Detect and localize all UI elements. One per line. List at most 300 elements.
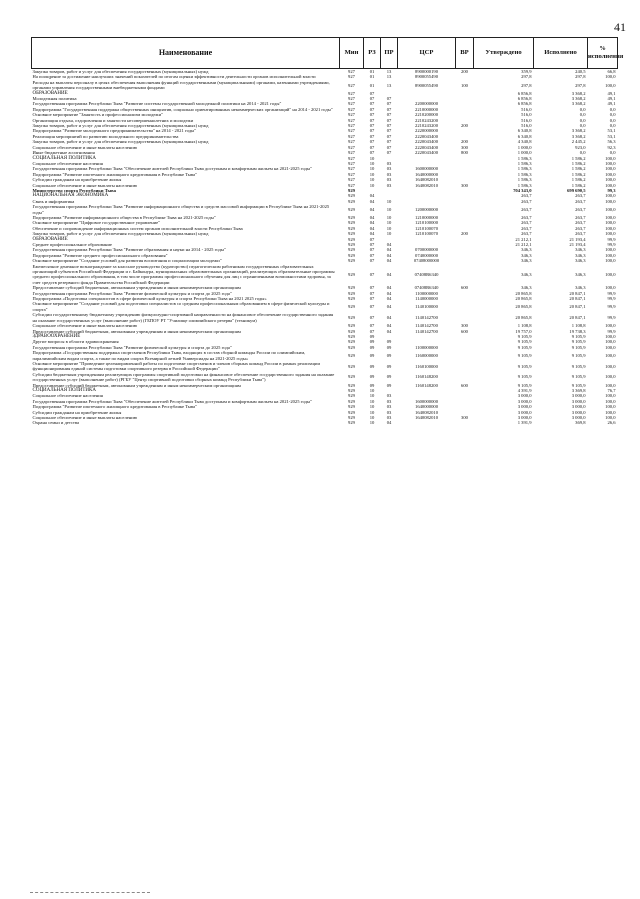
- cell-min: 927: [348, 117, 355, 123]
- cell-percent: 100,0: [605, 155, 616, 161]
- cell-csr: 1160000000: [415, 352, 438, 358]
- cell-rz: 07: [369, 285, 375, 291]
- cell-rz: 07: [369, 314, 375, 320]
- cell-executed: 297,8: [575, 82, 586, 88]
- cell-csr: 1210000000: [415, 214, 438, 220]
- cell-min: 929: [348, 415, 355, 420]
- cell-pr: 04: [386, 258, 392, 264]
- cell-percent: 53,1: [607, 128, 616, 134]
- cell-name: Социальное обеспечение и иные выплаты населению: [32, 323, 138, 329]
- cell-min: 929: [348, 252, 355, 258]
- cell-executed: 346,3: [575, 258, 586, 264]
- cell-csr: 2210200000: [415, 112, 438, 118]
- cell-executed: 240,5: [575, 69, 586, 74]
- cell-percent: 56,3: [607, 139, 616, 145]
- cell-rz: 04: [369, 206, 375, 212]
- cell-min: 927: [348, 150, 355, 156]
- cell-min: 929: [348, 387, 355, 393]
- cell-name: Подпрограмма "Развитие молодежного предпринимательства" на 2014 - 2021 годы": [32, 128, 197, 134]
- cell-min: 929: [348, 393, 355, 399]
- cell-name: ОБРАЗОВАНИЕ: [32, 236, 68, 242]
- table-row: [32, 264, 618, 286]
- cell-pr: 04: [386, 296, 392, 302]
- cell-rz: 01: [369, 82, 375, 88]
- cell-name: Подпрограмма "Развитие информационного общества в Республике Тыва на 2021-2025 годы": [32, 214, 216, 220]
- column-header-executed: Исполнено: [534, 38, 588, 69]
- cell-approved: 20 865,8: [515, 290, 532, 296]
- cell-executed: 9 105,9: [571, 339, 586, 345]
- cell-executed: 346,3: [575, 252, 586, 258]
- cell-approved: 1 586,3: [517, 171, 532, 177]
- cell-percent: 100,0: [605, 177, 616, 183]
- cell-name: Субсидии гражданам на приобретение жилья: [32, 177, 122, 183]
- cell-rz: 07: [369, 128, 375, 134]
- cell-percent: 100,0: [605, 258, 616, 264]
- cell-percent: 100,0: [605, 339, 616, 345]
- cell-approved: 1 000,0: [517, 144, 532, 150]
- cell-executed: 2 445,2: [571, 139, 586, 145]
- cell-percent: 100,0: [605, 214, 616, 220]
- cell-rz: 10: [369, 415, 375, 420]
- cell-csr: 1210100070: [415, 231, 438, 237]
- cell-pr: 07: [386, 144, 392, 150]
- cell-name: Закупка товаров, работ и услуг для обеспечения государственных (муниципальных) нужд: [32, 231, 209, 237]
- cell-approved: 263,7: [521, 206, 532, 212]
- cell-name: Закупка товаров, работ и услуг для обеспечения государственных (муниципальных) нужд: [32, 139, 209, 145]
- column-header-name: Наименование: [32, 38, 340, 69]
- cell-executed: 3 368,2: [571, 96, 586, 102]
- cell-vr: [456, 312, 474, 323]
- cell-min: 929: [348, 374, 355, 380]
- cell-executed: 9 105,9: [571, 374, 586, 380]
- column-header-percent: % исполнения: [588, 38, 618, 69]
- cell-csr: 1200000000: [415, 206, 438, 212]
- cell-csr: 2200000000: [415, 101, 438, 107]
- cell-executed: 263,7: [575, 193, 586, 199]
- cell-csr: 8900055490: [415, 82, 438, 88]
- cell-approved: 516,0: [521, 106, 532, 112]
- cell-rz: 10: [369, 182, 375, 188]
- cell-percent: 99,3: [607, 187, 616, 193]
- cell-vr: 200: [461, 231, 468, 237]
- cell-name: Расходы на выплаты персоналу в целях обеспечения выполнения функций государственными (муниципальными) органами, казенными учреждениями, органами управления государственными внебюджетными фондами: [32, 79, 330, 91]
- cell-min: 929: [348, 314, 355, 320]
- cell-percent: 100,0: [605, 252, 616, 258]
- cell-rz: 01: [369, 69, 375, 74]
- cell-executed: 0,0: [579, 123, 586, 129]
- cell-name: Обеспечение и сопровождение информационных систем органов исполнительной власти Республики Тыва: [32, 225, 243, 231]
- cell-name: Подпрограмма "Развитие среднего профессионального образования": [32, 252, 168, 258]
- cell-pr: 07: [386, 117, 392, 123]
- cell-percent: 100,0: [605, 404, 616, 410]
- cell-approved: 297,8: [521, 74, 532, 80]
- cell-percent: 0,0: [609, 150, 616, 156]
- cell-vr: 600: [461, 382, 468, 388]
- cell-min: 929: [348, 198, 355, 204]
- cell-executed: 1 586,2: [571, 182, 586, 188]
- cell-approved: 346,3: [521, 247, 532, 253]
- cell-pr: 10: [386, 231, 392, 237]
- cell-csr: 07408000000: [413, 258, 440, 264]
- cell-min: 929: [348, 271, 355, 277]
- cell-rz: 07: [369, 247, 375, 253]
- cell-min: 927: [348, 155, 355, 161]
- cell-pr: 04: [386, 285, 392, 291]
- cell-min: 927: [348, 101, 355, 107]
- cell-min: 929: [348, 304, 355, 310]
- cell-csr: 07408R6340: [414, 271, 439, 277]
- table-row: [32, 301, 618, 312]
- cell-name: Социальное обеспечение и иные выплаты населению: [32, 415, 138, 420]
- cell-name: Подпрограмма "Государственная поддержка общественных инициатив, социально ориентированных некоммерческих организаций" на 2014 - 2021 годы": [32, 106, 333, 112]
- cell-vr: [456, 264, 474, 286]
- cell-percent: 100,0: [605, 333, 616, 339]
- cell-rz: 10: [369, 393, 375, 399]
- cell-percent: 100,0: [605, 231, 616, 237]
- column-header-min: Мин: [340, 38, 364, 69]
- cell-executed: 3 000,0: [571, 404, 586, 410]
- cell-rz: 04: [369, 220, 375, 226]
- cell-approved: 6 340,8: [517, 128, 532, 134]
- table-row: [32, 204, 618, 215]
- cell-approved: 263,7: [521, 220, 532, 226]
- cell-pr: 13: [386, 82, 392, 88]
- cell-rz: 07: [369, 328, 375, 334]
- cell-rz: 10: [369, 404, 375, 410]
- cell-executed: 21 193,4: [569, 242, 586, 247]
- table-row: [32, 372, 618, 383]
- cell-percent: 100,0: [605, 285, 616, 291]
- cell-min: 927: [348, 74, 355, 80]
- cell-csr: 1600000000: [415, 398, 438, 404]
- cell-percent: 100,0: [605, 82, 616, 88]
- cell-name: НАЦИОНАЛЬНАЯ ЭКОНОМИКА: [32, 193, 109, 199]
- cell-pr: 03: [386, 409, 392, 415]
- cell-name: Государственная программа Республики Тыва "Развитие системы государственной молодежной политики на 2014 - 2021 годы": [32, 101, 282, 107]
- cell-approved: 20 865,8: [515, 314, 532, 320]
- cell-min: 929: [348, 409, 355, 415]
- cell-percent: 100,0: [605, 206, 616, 212]
- cell-pr: 09: [386, 382, 392, 388]
- cell-approved: 3 000,0: [517, 404, 532, 410]
- cell-approved: 704 343,0: [513, 187, 532, 193]
- cell-pr: 03: [386, 166, 392, 172]
- cell-name: СОЦИАЛЬНАЯ ПОЛИТИКА: [32, 155, 96, 161]
- cell-approved: 9 105,9: [517, 339, 532, 345]
- cell-executed: 20 847,1: [569, 304, 586, 310]
- cell-approved: 1 586,3: [517, 177, 532, 183]
- cell-executed: 263,7: [575, 225, 586, 231]
- cell-min: 927: [348, 171, 355, 177]
- cell-csr: 1210100070: [415, 225, 438, 231]
- cell-rz: 07: [369, 296, 375, 302]
- cell-executed: 1 586,2: [571, 160, 586, 166]
- cell-approved: 4 391,9: [517, 387, 532, 393]
- cell-approved: 1 586,3: [517, 182, 532, 188]
- cell-name: Подпрограмма «Подготовка специалистов в сфере физической культуры и спорта Республики Тыва на 2021 2025 годы»: [32, 296, 267, 302]
- cell-rz: 07: [369, 133, 375, 139]
- cell-min: 929: [348, 187, 355, 193]
- cell-approved: 1 586,3: [517, 155, 532, 161]
- cell-approved: 21 212,1: [515, 236, 532, 242]
- cell-percent: 100,0: [605, 182, 616, 188]
- cell-rz: 07: [369, 290, 375, 296]
- cell-approved: 1 000,0: [517, 150, 532, 156]
- cell-min: 927: [348, 182, 355, 188]
- cell-executed: 9 105,9: [571, 333, 586, 339]
- cell-min: 929: [348, 231, 355, 237]
- table-body: [32, 69, 618, 426]
- column-header-pr: ПР: [381, 38, 398, 69]
- cell-name: Ежемесячное денежное вознаграждение за классное руководство (кураторство) педагогическим работникам государственных образовательных организаций субъектов Российской Федерации и г. Байконура, муниципальных образовательных организаций, реализующих образовательные программы среднего профессионального образования, в том числе программы профессионального обучения для лиц с ограниченными возможностями здоровья, за счет средств резервного фонда Правительства Российской Федерации: [32, 263, 335, 285]
- cell-percent: 100,0: [605, 225, 616, 231]
- column-header-approved: Утверждено: [474, 38, 534, 69]
- cell-percent: 100,0: [605, 344, 616, 350]
- column-header-csr: ЦСР: [398, 38, 456, 69]
- cell-percent: 100,0: [605, 271, 616, 277]
- cell-rz: 07: [369, 106, 375, 112]
- cell-name: Связь и информатика: [32, 198, 75, 204]
- cell-approved: 346,3: [521, 252, 532, 258]
- cell-executed: 699 690,5: [567, 187, 586, 193]
- cell-executed: 369,8: [575, 420, 586, 426]
- cell-rz: 09: [369, 352, 375, 358]
- cell-percent: 100,0: [605, 160, 616, 166]
- cell-name: Основное мероприятие "Создание условий для развития воспитания и социализации молодежи": [32, 258, 222, 264]
- cell-name: Закупка товаров, работ и услуг для обеспечения государственных (муниципальных) нужд: [32, 69, 209, 74]
- cell-pr: 10: [386, 214, 392, 220]
- cell-csr: 2220043400: [415, 133, 438, 139]
- cell-rz: 01: [369, 74, 375, 80]
- cell-csr: 2210243200: [415, 117, 438, 123]
- cell-min: 927: [348, 82, 355, 88]
- cell-executed: 1 586,2: [571, 166, 586, 172]
- cell-vr: [456, 350, 474, 361]
- cell-pr: 09: [386, 344, 392, 350]
- cell-percent: 99,9: [607, 296, 616, 302]
- cell-pr: 10: [386, 220, 392, 226]
- cell-approved: 9 105,9: [517, 333, 532, 339]
- cell-pr: 10: [386, 225, 392, 231]
- cell-executed: 3 000,0: [571, 415, 586, 420]
- cell-pr: 09: [386, 363, 392, 369]
- cell-percent: 100,0: [605, 171, 616, 177]
- cell-percent: 76,7: [607, 387, 616, 393]
- cell-name: Иные бюджетные ассигнования: [32, 150, 95, 156]
- cell-approved: 9 105,9: [517, 344, 532, 350]
- cell-executed: 3 000,0: [571, 393, 586, 399]
- cell-csr: 0740000000: [415, 252, 438, 258]
- cell-percent: 99,9: [607, 328, 616, 334]
- cell-executed: 346,3: [575, 247, 586, 253]
- cell-min: 929: [348, 382, 355, 388]
- cell-rz: 07: [369, 258, 375, 264]
- cell-rz: 07: [369, 252, 375, 258]
- cell-name: Основное мероприятие "Цифровое государственное управление": [32, 220, 161, 226]
- cell-name: Социальное обеспечение и иные выплаты населению: [32, 182, 138, 188]
- cell-name: Организация отдыха, оздоровления и занятости несовершеннолетних и молодежи: [32, 117, 194, 123]
- cell-rz: 07: [369, 323, 375, 329]
- cell-percent: 100,0: [605, 374, 616, 380]
- cell-approved: 516,0: [521, 123, 532, 129]
- cell-executed: 20 847,1: [569, 296, 586, 302]
- cell-name: Государственная программа Республики Тыва "Развитие информационного общества и средств массовой информации в Республике Тыва на 2021-2025 годы": [32, 204, 330, 215]
- cell-csr: 1640000000: [415, 171, 438, 177]
- cell-min: 929: [348, 328, 355, 334]
- cell-csr: 2220000000: [415, 128, 438, 134]
- cell-min: 929: [348, 206, 355, 212]
- cell-min: 929: [348, 339, 355, 345]
- cell-csr: 1140142700: [415, 328, 438, 334]
- cell-pr: 04: [386, 252, 392, 258]
- cell-percent: 92,3: [607, 144, 616, 150]
- cell-executed: 19 738,3: [569, 328, 586, 334]
- cell-csr: 1160100000: [415, 363, 438, 369]
- cell-pr: 07: [386, 123, 392, 129]
- cell-executed: 3 368,2: [571, 133, 586, 139]
- cell-approved: 6 340,8: [517, 133, 532, 139]
- cell-approved: 20 865,8: [515, 304, 532, 310]
- cell-min: 929: [348, 290, 355, 296]
- cell-csr: 1140142700: [415, 323, 438, 329]
- cell-min: 929: [348, 220, 355, 226]
- cell-approved: 1 391,9: [517, 420, 532, 426]
- cell-rz: 07: [369, 144, 375, 150]
- cell-min: 929: [348, 323, 355, 329]
- cell-percent: 100,0: [605, 193, 616, 199]
- cell-min: 927: [348, 106, 355, 112]
- cell-executed: 1 586,2: [571, 155, 586, 161]
- cell-min: 927: [348, 128, 355, 134]
- cell-csr: 1640082010: [415, 409, 438, 415]
- cell-percent: 0,0: [609, 112, 616, 118]
- cell-executed: 9 105,9: [571, 382, 586, 388]
- cell-rz: 09: [369, 339, 375, 345]
- cell-name: Субсидии бюджетным учреждениям реализующих программы спортивной подготовки на финансовое обеспечение государственного задания на оказание государственных услуг (выполнение работ) (РГБУ "Центр спортивной подготовки сборных команд Республики Тыва"): [32, 371, 335, 383]
- cell-pr: 07: [386, 139, 392, 145]
- cell-rz: 10: [369, 160, 375, 166]
- cell-rz: 04: [369, 225, 375, 231]
- cell-rz: 10: [369, 398, 375, 404]
- cell-csr: 1640082010: [415, 177, 438, 183]
- cell-percent: 49,1: [607, 101, 616, 107]
- cell-approved: 3 000,0: [517, 398, 532, 404]
- cell-name: Субсидии гражданам на приобретение жилья: [32, 409, 122, 415]
- cell-csr: 2210000000: [415, 106, 438, 112]
- cell-vr: 200: [461, 123, 468, 129]
- cell-executed: 346,3: [575, 271, 586, 277]
- cell-vr: 200: [461, 69, 468, 74]
- cell-csr: 1100000000: [415, 290, 438, 296]
- cell-executed: 3 000,0: [571, 398, 586, 404]
- cell-min: 929: [348, 363, 355, 369]
- cell-percent: 100,0: [605, 74, 616, 80]
- cell-vr: 200: [461, 139, 468, 145]
- cell-pr: 04: [386, 420, 392, 426]
- cell-pr: 04: [386, 247, 392, 253]
- cell-pr: 04: [386, 328, 392, 334]
- cell-percent: 99,9: [607, 236, 616, 242]
- cell-rz: 04: [369, 214, 375, 220]
- cell-pr: 13: [386, 74, 392, 80]
- table-row: [32, 312, 618, 323]
- cell-approved: 516,0: [521, 117, 532, 123]
- cell-approved: 9 105,9: [517, 374, 532, 380]
- cell-percent: 49,1: [607, 96, 616, 102]
- cell-csr: 1100000000: [415, 344, 438, 350]
- cell-csr: 8900055490: [415, 74, 438, 80]
- cell-approved: 6 856,8: [517, 96, 532, 102]
- cell-approved: 1 586,3: [517, 166, 532, 172]
- cell-rz: 07: [369, 304, 375, 310]
- cell-rz: 09: [369, 333, 375, 339]
- cell-executed: 21 193,4: [569, 236, 586, 242]
- cell-rz: 10: [369, 171, 375, 177]
- cell-name: Государственная программа Республики Тыва "Развитие образования и науки на 2014 - 2025 годы": [32, 247, 226, 253]
- cell-approved: 9 105,9: [517, 363, 532, 369]
- cell-rz: 07: [369, 90, 375, 96]
- cell-name: Государственная программа Республики Тыва "Обеспечение жителей Республики Тыва доступным и комфортным жильем на 2021-2025 годы": [32, 166, 312, 172]
- cell-min: 929: [348, 242, 355, 247]
- cell-pr: 04: [386, 290, 392, 296]
- cell-approved: 21 212,1: [515, 242, 532, 247]
- cell-percent: 0,0: [609, 117, 616, 123]
- cell-rz: 09: [369, 344, 375, 350]
- cell-executed: 923,0: [575, 144, 586, 150]
- cell-name: Подпрограмма "Развитие ипотечного жилищного кредитования в Республике Тыва": [32, 404, 197, 410]
- column-header-vr: ВР: [456, 38, 474, 69]
- cell-approved: 6 856,8: [517, 90, 532, 96]
- cell-name: Закупка товаров, работ и услуг для обеспечения государственных (муниципальных) нужд: [32, 123, 209, 129]
- cell-csr: 2210243200: [415, 123, 438, 129]
- cell-pr: 04: [386, 242, 392, 247]
- cell-rz: 07: [369, 123, 375, 129]
- cell-pr: 07: [386, 101, 392, 107]
- cell-name: На поощрение за достижение наилучших значений показателей по итогам оценки эффективности деятельности органов исполнительной власти: [32, 74, 316, 80]
- cell-rz: 07: [369, 112, 375, 118]
- cell-pr: 07: [386, 133, 392, 139]
- cell-csr: 0700000000: [415, 247, 438, 253]
- cell-executed: 20 847,1: [569, 314, 586, 320]
- cell-executed: 263,7: [575, 198, 586, 204]
- cell-min: 927: [348, 96, 355, 102]
- cell-vr: 600: [461, 285, 468, 291]
- cell-approved: 19 757,0: [515, 328, 532, 334]
- cell-pr: 03: [386, 398, 392, 404]
- cell-executed: 1 586,2: [571, 171, 586, 177]
- cell-name: Подпрограмма "Развитие ипотечного жилищного кредитования в Республике Тыва": [32, 171, 197, 177]
- cell-approved: 3 000,0: [517, 415, 532, 420]
- cell-rz: 07: [369, 236, 375, 242]
- cell-pr: 03: [386, 404, 392, 410]
- cell-name: Предоставление субсидий бюджетным, автономным учреждениям и иным некоммерческим организациям: [32, 382, 241, 388]
- cell-pr: 10: [386, 206, 392, 212]
- cell-name: Среднее профессиональное образование: [32, 242, 112, 247]
- cell-pr: 04: [386, 304, 392, 310]
- cell-percent: 100,0: [605, 198, 616, 204]
- cell-min: 929: [348, 420, 355, 426]
- cell-min: 927: [348, 166, 355, 172]
- cell-csr: 1140100000: [415, 304, 438, 310]
- cell-name: Предоставление субсидий бюджетным, автономным учреждениям и иным некоммерческим организациям: [32, 328, 241, 334]
- cell-pr: 03: [386, 160, 392, 166]
- cell-pr: 09: [386, 352, 392, 358]
- cell-name: Государственная программа Республики Тыва "Обеспечение жителей Республики Тыва доступным и комфортным жильем на 2021-2025 годы": [32, 398, 312, 404]
- cell-executed: 263,7: [575, 220, 586, 226]
- cell-rz: 04: [369, 198, 375, 204]
- cell-csr: 1640082010: [415, 415, 438, 420]
- cell-vr: 800: [461, 150, 468, 156]
